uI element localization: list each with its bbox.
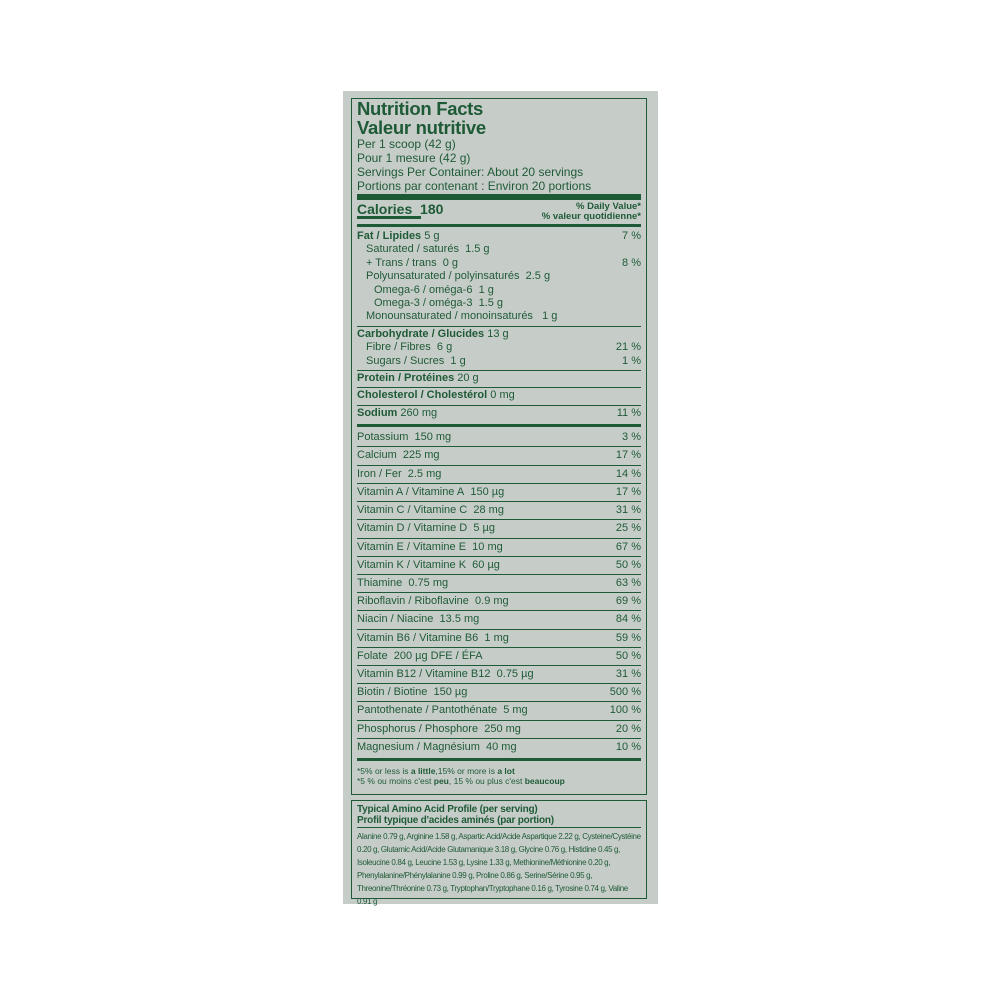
amino-title-en: Typical Amino Acid Profile (per serving)	[357, 804, 538, 815]
nutrient-dv: 31 %	[615, 504, 641, 517]
sodium-block	[357, 406, 641, 422]
sugars-label: Sugars / Sucres	[366, 354, 445, 367]
nutrient-dv: 14 %	[615, 467, 641, 480]
micronutrient-row	[357, 575, 641, 593]
title-fr: Valeur nutritive	[357, 117, 486, 138]
nutrient-amount: 5 µg	[473, 522, 496, 535]
label-panel	[343, 91, 658, 904]
cholesterol-row	[357, 389, 641, 402]
nutrient-name: Vitamin K / Vitamine K	[357, 558, 467, 571]
footnote-en	[357, 766, 641, 776]
mono-label: Monounsaturated / monoinsaturés	[366, 310, 533, 323]
footnote-text: *5% or less is	[357, 765, 411, 776]
cholesterol-amount: 0 mg	[490, 389, 515, 402]
carb-amount: 13 g	[487, 327, 509, 340]
nutrient-amount: 200 µg DFE / ÉFA	[393, 649, 483, 662]
dv-header-en: % Daily Value*	[576, 201, 641, 212]
micronutrient-row	[357, 684, 641, 702]
nutrient-dv: 500 %	[609, 686, 641, 699]
saturated-amount: 1.5 g	[465, 243, 490, 256]
protein-block	[357, 371, 641, 387]
micronutrient-row	[357, 466, 641, 484]
nutrient-name: Vitamin B12 / Vitamine B12	[357, 667, 491, 680]
nutrient-dv: 10 %	[615, 740, 641, 753]
saturated-label: Saturated / saturés	[366, 243, 459, 256]
footnote-bold: a lot	[497, 765, 515, 776]
title-en: Nutrition Facts	[357, 98, 484, 119]
medium-rule	[357, 424, 641, 427]
serving-size-en: Per 1 scoop (42 g)	[357, 137, 456, 151]
nutrient-dv: 17 %	[615, 485, 641, 498]
nutrient-dv: 50 %	[615, 558, 641, 571]
omega6-amount: 1 g	[478, 283, 494, 296]
daily-value-header	[542, 202, 641, 222]
nutrient-dv: 50 %	[615, 649, 641, 662]
nutrient-amount: 5 mg	[503, 704, 528, 717]
trans-row	[357, 257, 641, 270]
amino-text: Alanine 0.79 g, Arginine 1.58 g, Aspartic Acid/Acide Aspartique 2.22 g, Cysteine/Cystéine 0.20 g, Glutamic Acid/Acide Glutamanique 3.18 g, Glycine 0.76 g, Histidine 0.45 g, Isoleucine 0.84 g, Leucine 1.53 g, Lysine 1.33 g, Methionine/Méthionine 0.20 g, Phenylalanine/Phénylalanine 0.99 g, Proline 0.86 g, Serine/Sérine 0.95 g, Threonine/Thréonine 0.73 g, Tryptophan/Tryptophane 0.16 g, Tyrosine 0.74 g, Valine 0.91 g	[357, 832, 641, 906]
footnote-bold: peu	[433, 775, 449, 786]
nutrient-dv: 31 %	[615, 667, 641, 680]
amino-title-fr: Profil typique d'acides aminés (par portion)	[357, 815, 554, 826]
nutrient-amount: 60 µg	[472, 558, 500, 571]
trans-label: + Trans / trans	[366, 256, 437, 269]
sugars-amount: 1 g	[450, 354, 466, 367]
saturated-row	[357, 243, 641, 256]
micronutrient-row	[357, 648, 641, 666]
poly-amount: 2.5 g	[525, 270, 551, 283]
nutrient-name: Iron / Fer	[357, 467, 402, 480]
nutrient-amount: 1 mg	[484, 631, 509, 644]
omega3-amount: 1.5 g	[478, 297, 504, 310]
calories-row	[357, 201, 641, 222]
carb-label: Carbohydrate / Glucides	[357, 327, 485, 340]
amino-rule	[357, 827, 641, 828]
calories-label: Calories	[357, 201, 413, 217]
nutrition-facts-table	[351, 98, 647, 795]
nutrient-name: Vitamin C / Vitamine C	[357, 504, 468, 517]
micronutrient-row	[357, 502, 641, 520]
sodium-amount: 260 mg	[400, 406, 438, 419]
mono-row	[357, 310, 641, 323]
footnote-fr	[357, 776, 641, 786]
sodium-row	[357, 407, 641, 420]
micronutrient-row	[357, 484, 641, 502]
nutrient-dv: 69 %	[615, 595, 641, 608]
footnote	[357, 763, 641, 786]
fibre-amount: 6 g	[436, 341, 453, 354]
micronutrient-row	[357, 593, 641, 611]
nutrient-amount: 0.9 mg	[475, 595, 509, 608]
micronutrient-row	[357, 520, 641, 538]
fat-row	[357, 230, 641, 243]
nutrient-name: Magnesium / Magnésium	[357, 740, 480, 753]
dv-header-fr: % valeur quotidienne*	[541, 211, 641, 222]
footnote-text: ,15% or more is	[435, 765, 498, 776]
poly-label: Polyunsaturated / polyinsaturés	[366, 270, 520, 283]
protein-amount: 20 g	[457, 372, 479, 385]
nutrient-amount: 40 mg	[486, 740, 517, 753]
micronutrient-row	[357, 539, 641, 557]
fibre-label: Fibre / Fibres	[366, 341, 431, 354]
nutrient-dv: 84 %	[615, 613, 641, 626]
fat-dv: 7 %	[622, 230, 641, 242]
carb-row	[357, 328, 641, 341]
cholesterol-label: Cholesterol / Cholestérol	[357, 389, 488, 402]
nutrient-amount: 150 µg	[433, 686, 468, 699]
omega6-label: Omega-6 / oméga-6	[374, 283, 473, 296]
micronutrient-row	[357, 702, 641, 720]
nutrient-name: Niacin / Niacine	[357, 613, 434, 626]
nutrient-dv: 25 %	[615, 522, 641, 535]
omega3-row	[357, 297, 641, 310]
nutrient-name: Riboflavin / Riboflavine	[357, 595, 469, 608]
fat-label: Fat / Lipides	[357, 230, 422, 242]
trans-amount: 0 g	[442, 256, 459, 269]
nutrient-dv: 17 %	[615, 449, 641, 462]
medium-rule	[357, 224, 641, 227]
micronutrient-row	[357, 666, 641, 684]
footnote-text: *5 % ou moins c'est	[357, 775, 434, 786]
nutrient-name: Phosphorus / Phosphore	[357, 722, 479, 735]
cholesterol-block	[357, 388, 641, 404]
nutrient-name: Thiamine	[357, 576, 403, 589]
nutrient-name: Vitamin B6 / Vitamine B6	[357, 631, 479, 644]
footnote-bold: beaucoup	[524, 775, 565, 786]
nutrient-amount: 10 mg	[472, 540, 503, 553]
nutrient-amount: 225 mg	[402, 449, 440, 462]
poly-row	[357, 270, 641, 283]
serving-size-fr: Pour 1 mesure (42 g)	[357, 151, 471, 165]
fat-amount: 5 g	[424, 230, 440, 242]
servings-per-container-fr: Portions par contenant : Environ 20 portions	[357, 179, 592, 193]
sodium-label: Sodium	[357, 406, 398, 419]
protein-row	[357, 372, 641, 385]
amino-acid-profile	[351, 800, 647, 906]
micronutrient-row	[357, 611, 641, 629]
medium-rule	[357, 758, 641, 761]
sugars-dv: 1 %	[622, 354, 641, 367]
footnote-text: , 15 % ou plus c'est	[448, 775, 525, 786]
nutrient-amount: 0.75 mg	[408, 576, 449, 589]
servings-per-container-en: Servings Per Container: About 20 servings	[357, 165, 584, 179]
sugars-row	[357, 355, 641, 368]
nutrient-name: Vitamin D / Vitamine D	[357, 522, 468, 535]
fibre-row	[357, 341, 641, 354]
nutrient-name: Folate	[357, 649, 388, 662]
nutrient-name: Biotin / Biotine	[357, 686, 428, 699]
protein-label: Protein / Protéines	[357, 372, 455, 385]
micronutrient-row	[357, 447, 641, 465]
nutrient-dv: 59 %	[615, 631, 641, 644]
footnote-bold: a little	[410, 765, 436, 776]
micronutrient-row	[357, 630, 641, 648]
nutrient-amount: 150 mg	[414, 431, 452, 444]
nutrient-amount: 0.75 µg	[496, 667, 534, 680]
micronutrient-row	[357, 557, 641, 575]
nutrient-dv: 63 %	[615, 576, 641, 589]
nutrient-amount: 250 mg	[484, 722, 521, 735]
omega6-row	[357, 284, 641, 297]
sodium-dv: 11 %	[616, 406, 641, 419]
nutrient-amount: 2.5 mg	[407, 467, 442, 480]
nutrient-name: Calcium	[357, 449, 397, 462]
thick-rule	[357, 194, 641, 200]
nutrient-name: Pantothenate / Pantothénate	[357, 704, 498, 717]
nutrient-name: Potassium	[357, 431, 409, 444]
micronutrient-row	[357, 721, 641, 739]
nutrient-amount: 13.5 mg	[439, 613, 480, 626]
mono-amount: 1 g	[542, 310, 558, 323]
micronutrient-row	[357, 739, 641, 756]
nutrient-dv: 20 %	[615, 722, 641, 735]
omega3-label: Omega-3 / oméga-3	[374, 297, 473, 310]
fat-block	[357, 229, 641, 326]
nutrient-dv: 67 %	[615, 540, 641, 553]
nutrient-dv: 100 %	[609, 704, 641, 717]
nutrient-dv: 3 %	[622, 431, 641, 444]
trans-dv: 8 %	[622, 256, 641, 269]
nutrient-amount: 28 mg	[473, 504, 504, 517]
nutrient-name: Vitamin A / Vitamine A	[357, 485, 465, 498]
carb-block	[357, 327, 641, 370]
calories-value: 180	[420, 201, 444, 217]
fibre-dv: 21 %	[615, 341, 641, 354]
nutrient-name: Vitamin E / Vitamine E	[357, 540, 467, 553]
micronutrient-list	[357, 429, 641, 756]
micronutrient-row	[357, 429, 641, 447]
nutrient-amount: 150 µg	[470, 485, 505, 498]
